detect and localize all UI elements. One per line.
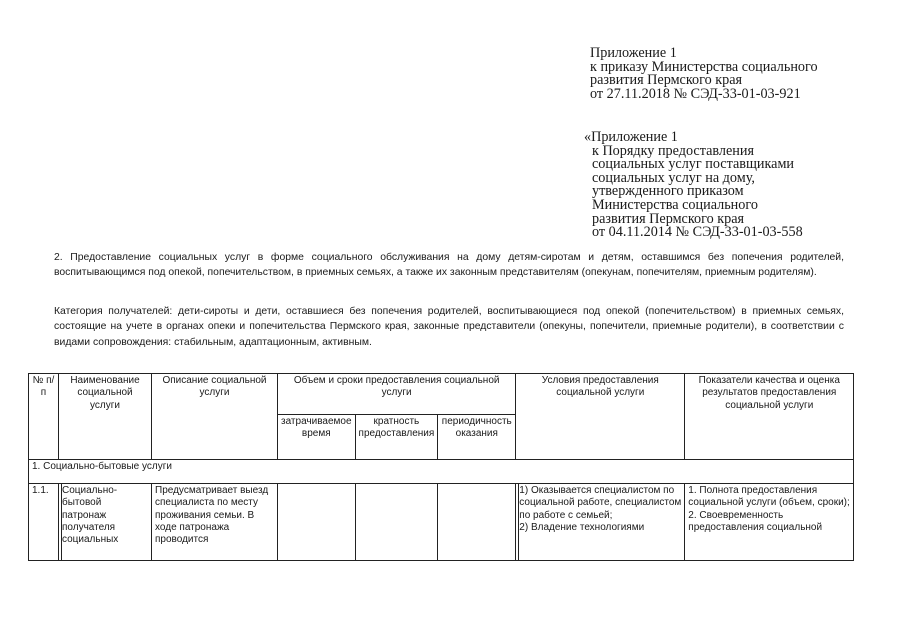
appendix-2-line: развития Пермского края (592, 210, 745, 227)
row-conditions (516, 484, 685, 561)
row-num: 1.1. (29, 484, 59, 561)
appendix-1-line: к приказу Министерства социального (590, 58, 818, 75)
header-service-description: Описание социальной услуги (152, 374, 278, 460)
row-quality (685, 484, 854, 561)
header-service-name: Наименование социальной услуги (59, 374, 152, 460)
row-time-spent (278, 484, 356, 561)
appendix-2-header (584, 131, 894, 240)
service-paragraph: 2. Предоставление социальных услуг в форме социального обслуживания на дому детям-сиротам и детям, оставшимся без попечения родителей, воспитывающимся под опекой, попечительством, в приемных семьях, а также их законным представителям (опекунам, попечителям, приемным родителям). (54, 252, 844, 279)
section-heading: 1. Социально-бытовые услуги (29, 460, 854, 484)
row-service-description: Предусматривает выезд специалиста по месту проживания семьи. В ходе патронажа проводится (152, 484, 278, 561)
appendix-1-line: Приложение 1 (590, 45, 677, 61)
row-periodicity (438, 484, 516, 561)
appendix-1-header (590, 47, 890, 101)
quality-item: 1. Полнота предоставления социальной услуги (объем, сроки); (688, 485, 850, 509)
appendix-2-line: к Порядку предоставления (592, 142, 754, 159)
header-frequency: кратность предоставления (355, 415, 438, 460)
header-num: № п/п (29, 374, 59, 460)
header-time-spent: затрачиваемое время (278, 415, 356, 460)
appendix-2-line: социальных услуг поставщиками (592, 156, 795, 173)
condition-item: 2) Владение технологиями (519, 521, 645, 533)
appendix-1-line: развития Пермского края (590, 72, 743, 89)
appendix-2-line: социальных услуг на дому, (592, 169, 755, 186)
header-quality: Показатели качества и оценка результатов предоставления социальной услуги (685, 374, 854, 460)
header-conditions: Условия предоставления социальной услуги (516, 374, 685, 460)
row-service-name: Социально-бытовой патронаж получателя социальных (59, 484, 152, 561)
header-periodicity: периодичность оказания (438, 415, 516, 460)
recipients-paragraph: Категория получателей: дети-сироты и дети, оставшиеся без попечения родителей, воспитывающиеся под опекой (попечительством) в приемных семьях, состоящие на учете в органах опеки и попечительства Пермского края, законные представители (опекуны, попечители, приемные родители), в соответствии с видами сопровождения: стабильным, адаптационным, активным. (54, 306, 844, 348)
row-frequency (355, 484, 438, 561)
appendix-2-line: от 04.11.2014 № СЭД-33-01-03-558 (592, 224, 803, 241)
condition-item: 1) Оказывается специалистом по социальной работе, специалистом по работе с семьей; (519, 485, 682, 521)
services-table (28, 373, 854, 561)
appendix-2-title: «Приложение 1 (584, 129, 678, 145)
appendix-1-line: от 27.11.2018 № СЭД-33-01-03-921 (590, 85, 801, 102)
quality-item: 2. Своевременность предоставления социальной (688, 509, 823, 533)
appendix-2-line: Министерства социального (592, 196, 758, 213)
header-volume-terms: Объем и сроки предоставления социальной услуги (278, 374, 516, 415)
appendix-2-line: утвержденного приказом (592, 183, 744, 200)
